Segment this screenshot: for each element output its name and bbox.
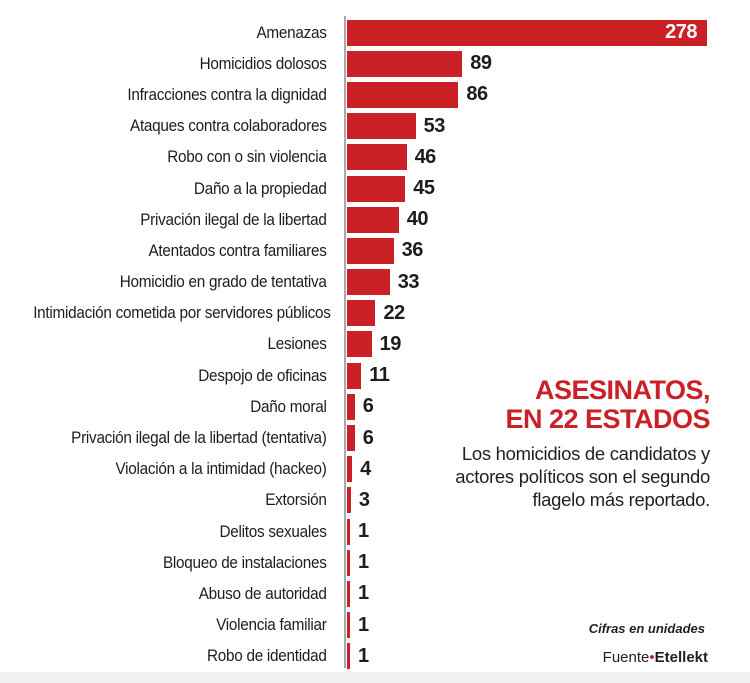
chart-rows (0, 17, 750, 672)
bar-area (347, 643, 369, 669)
chart-row (0, 235, 750, 266)
footer-strip (0, 672, 750, 683)
bar (347, 144, 407, 170)
bar-area (347, 300, 405, 326)
chart-row (0, 578, 750, 609)
bar (347, 238, 394, 264)
source-label: Fuente (602, 649, 650, 666)
value-label: 40 (406, 208, 429, 231)
bar-area (347, 612, 369, 638)
value-label: 19 (379, 332, 401, 355)
units-note: Cifras en unidades (588, 621, 705, 636)
chart-row (0, 204, 750, 235)
value-label: 86 (466, 83, 488, 106)
value-label: 3 (358, 488, 370, 511)
value-label: 4 (360, 457, 371, 480)
chart-row (0, 173, 750, 204)
headline-line1: ASESINATOS, (534, 375, 710, 405)
category-label: Lesiones (267, 334, 327, 354)
value-label: 1 (358, 520, 369, 543)
category-label: Amenazas (256, 22, 327, 42)
value-label: 89 (470, 52, 492, 75)
bar (347, 51, 462, 77)
bar-area (347, 550, 369, 576)
source-line (603, 649, 708, 666)
category-label: Daño a la propiedad (193, 178, 327, 198)
category-label: Despojo de oficinas (198, 365, 327, 385)
category-label: Robo con o sin violencia (167, 147, 327, 167)
bar (347, 331, 372, 357)
bar-area (347, 581, 369, 607)
value-label: 11 (369, 364, 390, 387)
value-label: 6 (362, 395, 374, 418)
chart-row (0, 329, 750, 360)
category-label: Delitos sexuales (219, 521, 327, 541)
bar-area (347, 519, 369, 545)
bar (347, 363, 361, 389)
chart-row (0, 516, 750, 547)
value-label: 46 (414, 145, 436, 168)
chart-row (0, 298, 750, 329)
bar-area (347, 331, 401, 357)
chart-row (0, 267, 750, 298)
bar-area (347, 394, 373, 420)
bar-area (347, 113, 445, 139)
category-label: Violación a la intimidad (hackeo) (115, 459, 327, 479)
value-label: 22 (383, 301, 405, 324)
chart-row (0, 111, 750, 142)
bar (347, 643, 350, 669)
category-label: Intimidación cometida por servidores públicos (33, 303, 331, 323)
chart-row (0, 547, 750, 578)
bar-area (347, 144, 436, 170)
category-label: Extorsión (265, 490, 327, 510)
category-label: Privación ilegal de la libertad (140, 209, 327, 229)
value-label: 1 (358, 582, 369, 605)
value-label: 1 (358, 613, 369, 636)
category-label: Daño moral (250, 396, 327, 416)
value-label: 33 (397, 270, 419, 293)
bar (347, 581, 350, 607)
bar-area (347, 425, 373, 451)
category-label: Robo de identidad (206, 646, 327, 666)
source-bullet: • (649, 649, 655, 666)
chart-subtitle: Los homicidios de candidatos y actores políticos son el segundo flagelo más reportado. (455, 443, 710, 510)
bar (347, 519, 350, 545)
bar (347, 394, 355, 420)
category-label: Atentados contra familiares (148, 240, 327, 260)
value-label: 53 (423, 114, 445, 137)
bar (347, 612, 350, 638)
bar (347, 550, 350, 576)
bar-area (347, 207, 428, 233)
source-name: Etellekt (654, 649, 708, 666)
bar (347, 487, 351, 513)
bar-area (347, 82, 488, 108)
category-label: Privación ilegal de la libertad (tentativa) (71, 428, 327, 448)
value-label: 1 (358, 644, 369, 667)
value-label: 36 (401, 239, 423, 262)
value-label: 6 (362, 426, 374, 449)
chart-row (0, 48, 750, 79)
bar-area (347, 51, 492, 77)
bar (347, 456, 352, 482)
category-label: Infracciones contra la dignidad (127, 84, 327, 104)
bar (347, 20, 707, 46)
bar (347, 300, 375, 326)
chart-row (0, 142, 750, 173)
bar-area (347, 20, 707, 46)
bar-area (347, 176, 435, 202)
headline-line2: EN 22 ESTADOS (505, 404, 710, 434)
value-label: 45 (413, 177, 435, 200)
bar (347, 425, 355, 451)
chart-row (0, 17, 750, 48)
bar (347, 176, 405, 202)
value-label: 278 (665, 21, 697, 44)
category-label: Ataques contra colaboradores (130, 116, 327, 136)
bar-area (347, 456, 371, 482)
chart-annotation (380, 376, 710, 511)
category-label: Homicidios dolosos (199, 53, 327, 73)
bar-area (347, 487, 370, 513)
bar (347, 82, 458, 108)
category-label: Homicidio en grado de tentativa (119, 272, 327, 292)
category-label: Abuso de autoridad (198, 583, 327, 603)
bar (347, 269, 390, 295)
bar (347, 113, 416, 139)
category-label: Violencia familiar (216, 615, 327, 635)
chart-row (0, 79, 750, 110)
category-label: Bloqueo de instalaciones (162, 552, 327, 572)
bar (347, 207, 399, 233)
bar-area (347, 238, 423, 264)
bar-area (347, 269, 419, 295)
value-label: 1 (358, 551, 369, 574)
